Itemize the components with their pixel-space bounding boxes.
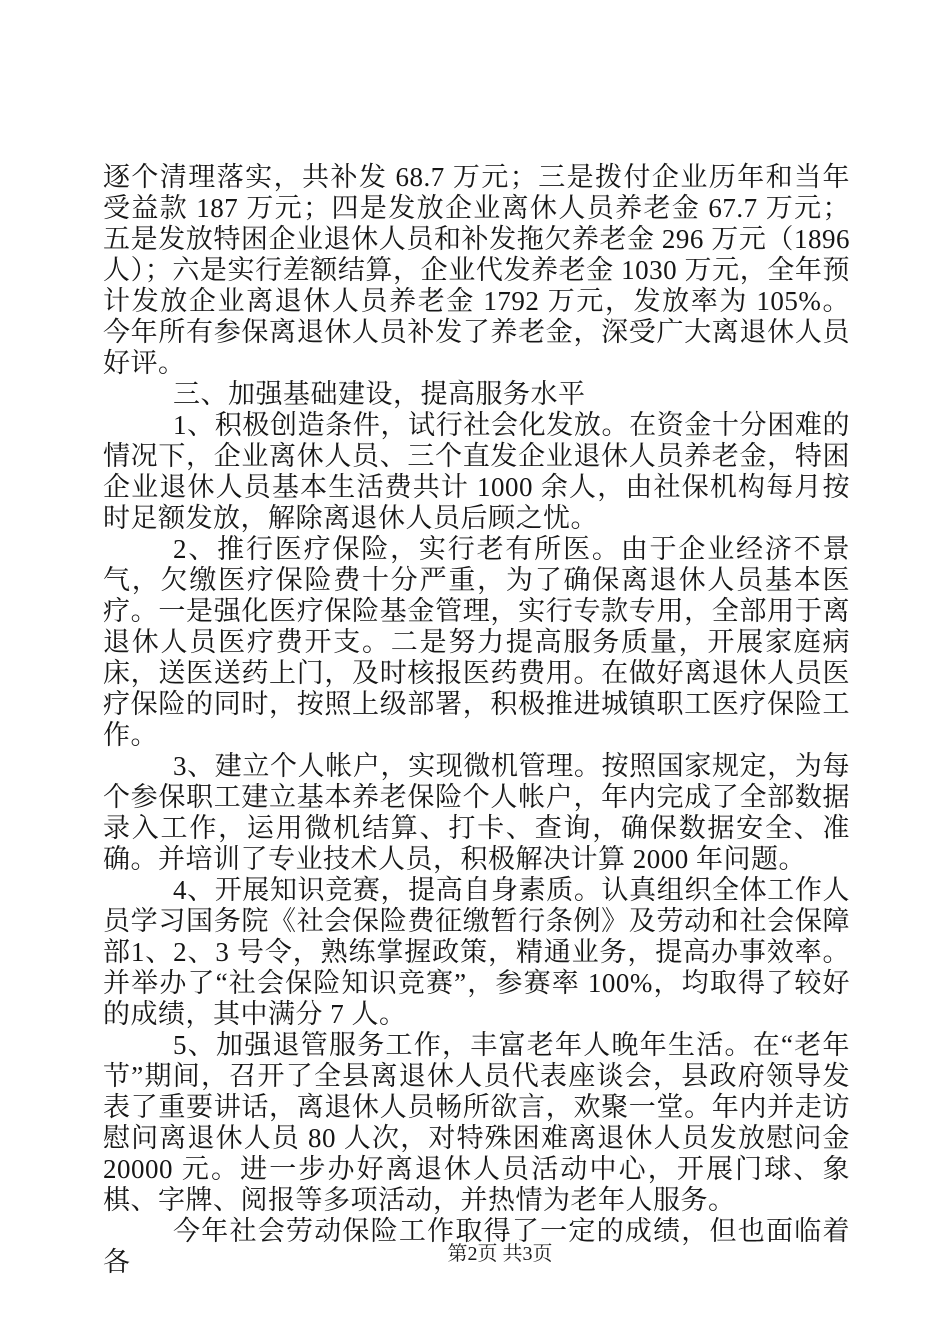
paragraph-item-3: 3、建立个人帐户，实现微机管理。按照国家规定，为每个参保职工建立基本养老保险个人帐户，年内完成了全部数据录入工作，运用微机结算、打卡、查询，确保数据安全、准确。并培训了专业技术人员，积极解决计算 2000 年问题。 [103, 751, 850, 874]
paragraph-item-5: 5、加强退管服务工作，丰富老年人晚年生活。在“老年节”期间，召开了全县离退休人员代表座谈会，县政府领导发表了重要讲话，离退休人员畅所欲言，欢聚一堂。年内并走访慰问离退休人员 80 人次，对特殊困难离退休人员发放慰问金 20000 元。进一步办好离退休人员活动中心，开展门球、象棋、字牌、阅报等多项活动，并热情为老年人服务。 [103, 1030, 850, 1215]
paragraph-item-1: 1、积极创造条件，试行社会化发放。在资金十分困难的情况下，企业离休人员、三个直发企业退休人员养老金，特困企业退休人员基本生活费共计 1000 余人，由社保机构每月按时足额发放，解除离退休人员后顾之忧。 [103, 410, 850, 533]
page-number-label: 第2页 共3页 [447, 1243, 553, 1265]
paragraph-closing: 今年社会劳动保险工作取得了一定的成绩，但也面临着各 [103, 1216, 850, 1277]
document-body [103, 162, 850, 1278]
page-footer [448, 1242, 553, 1266]
section-heading: 三、加强基础建设，提高服务水平 [173, 379, 586, 409]
paragraph-item-2: 2、推行医疗保险，实行老有所医。由于企业经济不景气，欠缴医疗保险费十分严重，为了确保离退休人员基本医疗。一是强化医疗保险基金管理，实行专款专用，全部用于离退休人员医疗费开支。二是努力提高服务质量，开展家庭病床，送医送药上门，及时核报医药费用。在做好离退休人员医疗保险的同时，按照上级部署，积极推进城镇职工医疗保险工作。 [103, 534, 850, 750]
paragraph-item-4: 4、开展知识竞赛，提高自身素质。认真组织全体工作人员学习国务院《社会保险费征缴暂行条例》及劳动和社会保障部1、2、3 号令，熟练掌握政策，精通业务，提高办事效率。并举办了“社会保险知识竞赛”，参赛率 100%，均取得了较好的成绩，其中满分 7 人。 [103, 875, 850, 1029]
paragraph-continuation: 逐个清理落实，共补发 68.7 万元；三是拨付企业历年和当年受益款 187 万元；四是发放企业离休人员养老金 67.7 万元；五是发放特困企业退休人员和补发拖欠养老金 296 万元（1896 人）；六是实行差额结算，企业代发养老金 1030 万元，全年预计发放企业离退休人员养老金 1792 万元，发放率为 105%。今年所有参保离退休人员补发了养老金，深受广大离退休人员好评。 [103, 162, 850, 378]
